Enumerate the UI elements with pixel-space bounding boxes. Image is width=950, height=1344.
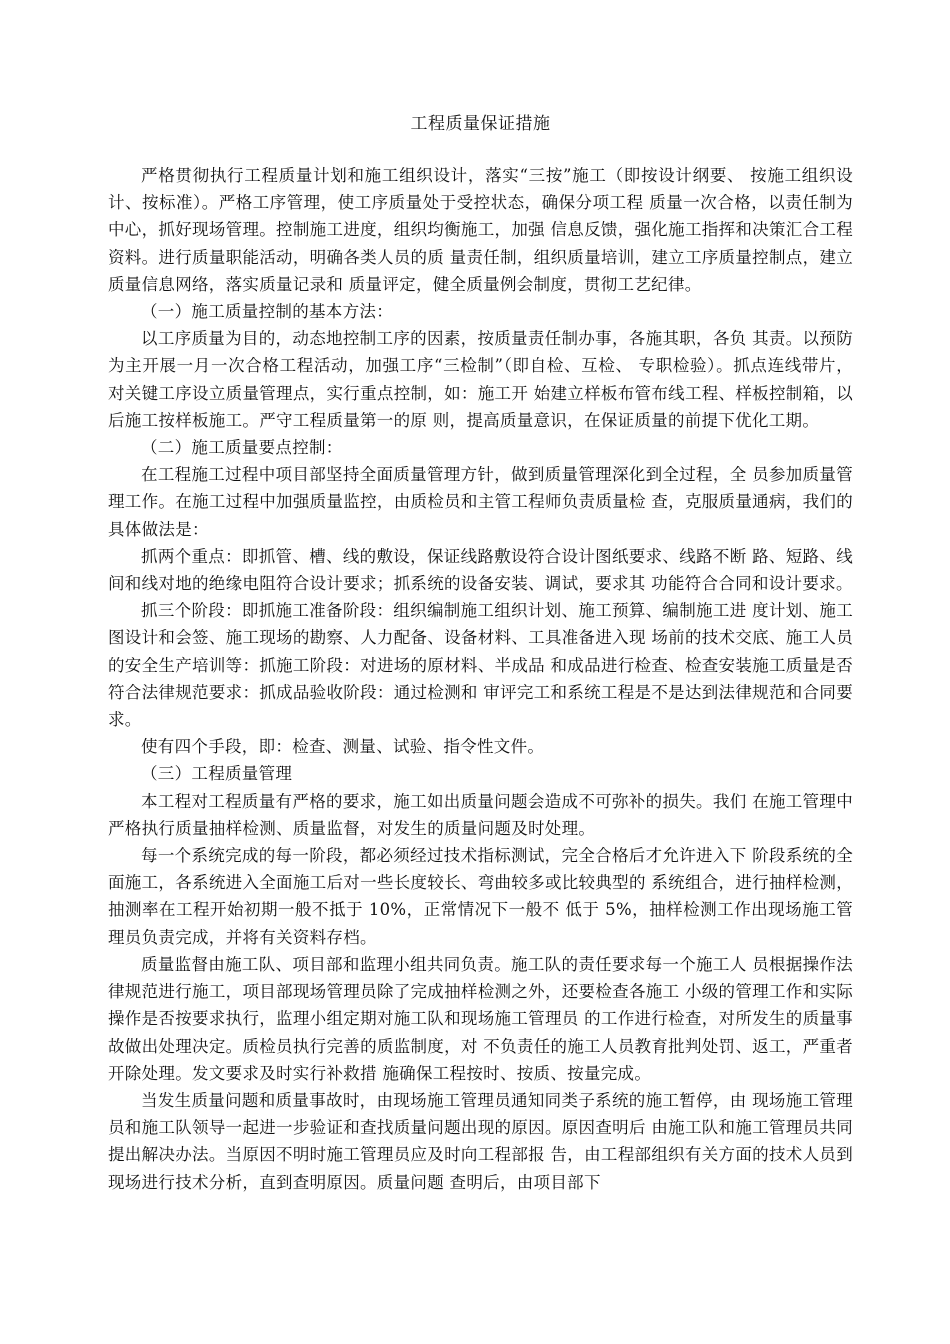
paragraph-sampling-test: 每一个系统完成的每一阶段，都必须经过技术指标测试，完全合格后才允许进入下 阶段系统的全面施工，各系统进入全面施工后对一些长度较长、弯曲较多或比较典型的 系统组合，进行抽样检测，抽测率在工程开始初期一般不抵于 10%，正常情况下一般不 低于 5%，抽样检测工作出现场施工管理员负责完成，并将有关资料存档。 [108, 846, 853, 947]
paragraph-quality-supervision: 质量监督由施工队、项目部和监理小组共同负责。施工队的责任要求每一个施工人 员根据操作法律规范进行施工，项目部现场管理员除了完成抽样检测之外，还要检查各施工 小级的管理工作和实际操作是否按要求执行，监理小组定期对施工队和现场施工管理员 的工作进行检查，对所发生的质量事故做出处理决定。质检员执行完善的质监制度，对 不负责任的施工人员教育批判处罚、返工，严重者开除处理。发文要求及时实行补救措 施确保工程按时、按质、按量完成。 [108, 954, 853, 1083]
paragraph-quality-policy: 在工程施工过程中项目部坚持全面质量管理方针，做到质量管理深化到全过程，全 员参加质量管理工作。在施工过程中加强质量监控，由质检员和主管工程师负责质量检 查，克服质量通病，我们的具体做法是： [108, 465, 853, 539]
document-title: 工程质量保证措施 [410, 114, 551, 134]
paragraph-quality-incident: 当发生质量问题和质量事故时，由现场施工管理员通知同类子系统的施工暂停，由 现场施工管理员和施工队领导一起进一步验证和查找质量问题出现的原因。原因查明后 由施工队和施工管理员共同提出解决办法。当原因不明时施工管理员应及时向工程部报 告，由工程部组织有关方面的技术人员到现场进行技术分析，直到查明原因。质量问题 查明后，由项目部下 [108, 1090, 853, 1192]
section-heading-3: （三）工程质量管理 [141, 764, 293, 784]
paragraph-intro: 严格贯彻执行工程质量计划和施工组织设计，落实“三按”施工（即按设计纲要、 按施工组织设计、按标准）。严格工序管理，使工序质量处于受控状态，确保分项工程 质量一次合格，以责任制为中心，抓好现场管理。控制施工进度，组织均衡施工，加强 信息反馈，强化施工指挥和决策汇合工程资料。进行质量职能活动，明确各类人员的质 量责任制，组织质量培训，建立工序质量控制点，建立质量信息网络，落实质量记录和 质量评定，健全质量例会制度，贯彻工艺纪律。 [108, 166, 853, 294]
paragraph-basic-method: 以工序质量为目的，动态地控制工序的因素，按质量责任制办事，各施其职，各负 其责。以预防为主开展一月一次合格工程活动，加强工序“三检制”（即自检、互检、 专职检验）。抓点连线带片，对关键工序设立质量管理点，实行重点控制，如：施工开 始建立样板布管布线工程、样板控制箱，以后施工按样板施工。严守工程质量第一的原 则，提高质量意识，在保证质量的前提下优化工期。 [108, 329, 853, 430]
section-heading-2: （二）施工质量要点控制： [141, 438, 343, 458]
paragraph-four-means: 使有四个手段，即：检查、测量、试验、指令性文件。 [141, 737, 545, 757]
paragraph-three-stages: 抓三个阶段：即抓施工准备阶段：组织编制施工组织计划、施工预算、编制施工进 度计划、施工图设计和会签、施工现场的勘察、人力配备、设备材料、工具准备进入现 场前的技术交底、施工人员的安全生产培训等：抓施工阶段：对进场的原材料、半成品 和成品进行检查、检查安装施工质量是否符合法律规范要求：抓成品验收阶段：通过检测和 审评完工和系统工程是不是达到法律规范和合同要求。 [108, 601, 853, 730]
document-page [108, 112, 853, 1196]
paragraph-two-key-points: 抓两个重点：即抓管、槽、线的敷设，保证线路敷设符合设计图纸要求、线路不断 路、短路、线间和线对地的绝缘电阻符合设计要求；抓系统的设备安装、调试，要求其 功能符合合同和设计要求。 [108, 546, 853, 594]
paragraph-quality-requirements: 本工程对工程质量有严格的要求，施工如出质量问题会造成不可弥补的损失。我们 在施工管理中严格执行质量抽样检测、质量监督，对发生的质量问题及时处理。 [108, 791, 853, 838]
section-heading-1: （一）施工质量控制的基本方法： [141, 302, 393, 322]
